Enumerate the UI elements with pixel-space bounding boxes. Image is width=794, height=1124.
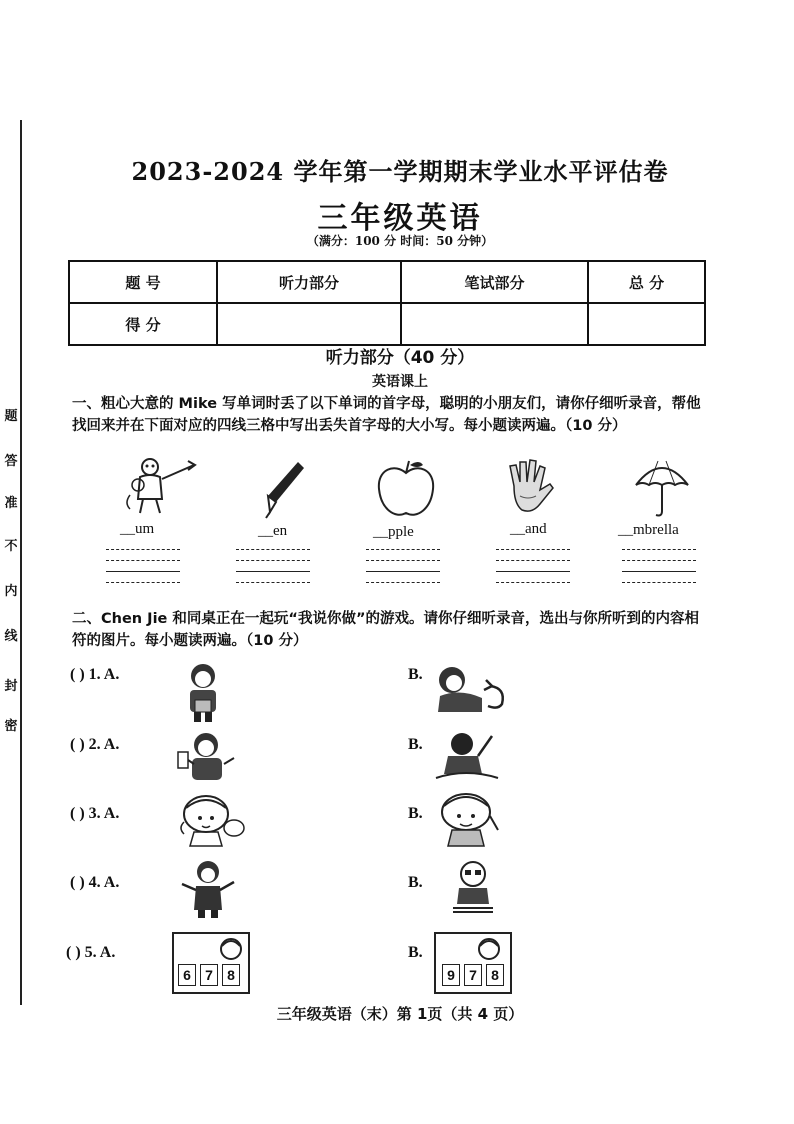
answer-row-4[interactable]: ( ) 4. A. bbox=[70, 874, 120, 891]
option-3b-picture bbox=[432, 790, 504, 848]
pen-picture bbox=[258, 458, 308, 520]
margin-char: 准 bbox=[4, 496, 18, 511]
page-footer: 三年级英语（末）第 1页（共 4 页） bbox=[276, 1005, 524, 1023]
margin-char: 题 bbox=[4, 409, 18, 424]
question-2-text: 二、Chen Jie 和同桌正在一起玩“我说你做”的游戏。请你仔细听录音，选出与你所听到的内容相符的图片。每小题读两遍。（10 分） bbox=[72, 611, 699, 649]
apple-picture bbox=[373, 457, 439, 521]
number-card: 8 bbox=[486, 964, 504, 986]
margin-char: 内 bbox=[4, 584, 18, 599]
answer-row-3[interactable]: ( ) 3. A. bbox=[70, 805, 120, 822]
hand-picture bbox=[500, 456, 560, 520]
number-card: 9 bbox=[442, 964, 460, 986]
option-1b-picture bbox=[432, 660, 512, 718]
score-table-header: 题 号 bbox=[69, 261, 217, 303]
exam-subtitle: 三年级英语 bbox=[317, 201, 483, 236]
option-2b-label: B. bbox=[408, 736, 423, 753]
number-card: 6 bbox=[178, 964, 196, 986]
score-table bbox=[68, 260, 706, 346]
exam-title: 2023-2024 学年第一学期期末学业水平评估卷 bbox=[131, 157, 669, 186]
child-head-icon bbox=[218, 936, 244, 962]
margin-char: 密 bbox=[4, 719, 18, 734]
answer-row-5[interactable]: ( ) 5. A. bbox=[66, 944, 116, 961]
thumb-picture bbox=[118, 455, 198, 517]
score-cell-listening[interactable] bbox=[217, 303, 401, 345]
score-table-header: 总 分 bbox=[588, 261, 705, 303]
option-4b-label: B. bbox=[408, 874, 423, 891]
answer-row-1[interactable]: ( ) 1. A. bbox=[70, 666, 120, 683]
binding-line bbox=[20, 120, 22, 1005]
q1-word: __and bbox=[510, 521, 547, 537]
score-table-header: 听力部分 bbox=[217, 261, 401, 303]
score-cell-writing[interactable] bbox=[401, 303, 588, 345]
score-table-header: 笔试部分 bbox=[401, 261, 588, 303]
writing-grid-1[interactable] bbox=[106, 549, 180, 583]
option-3a-picture bbox=[176, 792, 248, 848]
number-card: 7 bbox=[200, 964, 218, 986]
section-title: 听力部分（40 分） bbox=[325, 348, 475, 368]
writing-grid-4[interactable] bbox=[496, 549, 570, 583]
option-5b-label: B. bbox=[408, 944, 423, 961]
umbrella-picture bbox=[632, 457, 692, 519]
writing-grid-5[interactable] bbox=[622, 549, 696, 583]
score-row-label: 得 分 bbox=[69, 303, 217, 345]
option-3b-label: B. bbox=[408, 805, 423, 822]
margin-char: 不 bbox=[4, 539, 18, 554]
writing-grid-2[interactable] bbox=[236, 549, 310, 583]
child-head-icon bbox=[476, 936, 502, 962]
lesson-title: 英语课上 bbox=[372, 374, 428, 390]
option-4b-picture bbox=[445, 858, 501, 918]
option-1b-label: B. bbox=[408, 666, 423, 683]
option-2b-picture bbox=[432, 728, 502, 784]
q1-word: __mbrella bbox=[618, 522, 679, 538]
option-5b-picture bbox=[434, 932, 512, 994]
margin-char: 线 bbox=[4, 629, 18, 644]
answer-row-2[interactable]: ( ) 2. A. bbox=[70, 736, 120, 753]
option-4a-picture bbox=[176, 858, 240, 920]
q1-word: __um bbox=[120, 521, 155, 537]
exam-meta: （满分：100 分 时间：50 分钟） bbox=[306, 234, 494, 248]
writing-grid-3[interactable] bbox=[366, 549, 440, 583]
score-cell-total[interactable] bbox=[588, 303, 705, 345]
option-5a-picture bbox=[172, 932, 250, 994]
option-2a-picture bbox=[176, 730, 238, 784]
q1-word: __pple bbox=[373, 524, 414, 540]
option-1a-picture bbox=[180, 660, 226, 724]
number-card: 8 bbox=[222, 964, 240, 986]
margin-char: 封 bbox=[4, 679, 18, 694]
margin-char: 答 bbox=[4, 454, 18, 469]
number-card: 7 bbox=[464, 964, 482, 986]
q1-word: __en bbox=[258, 523, 288, 539]
question-1-text: 一、粗心大意的 Mike 写单词时丢了以下单词的首字母，聪明的小朋友们，请你仔细听录音，帮他找回来并在下面对应的四线三格中写出丢失首字母的大小写。每小题读两遍。（10 分） bbox=[72, 396, 701, 434]
